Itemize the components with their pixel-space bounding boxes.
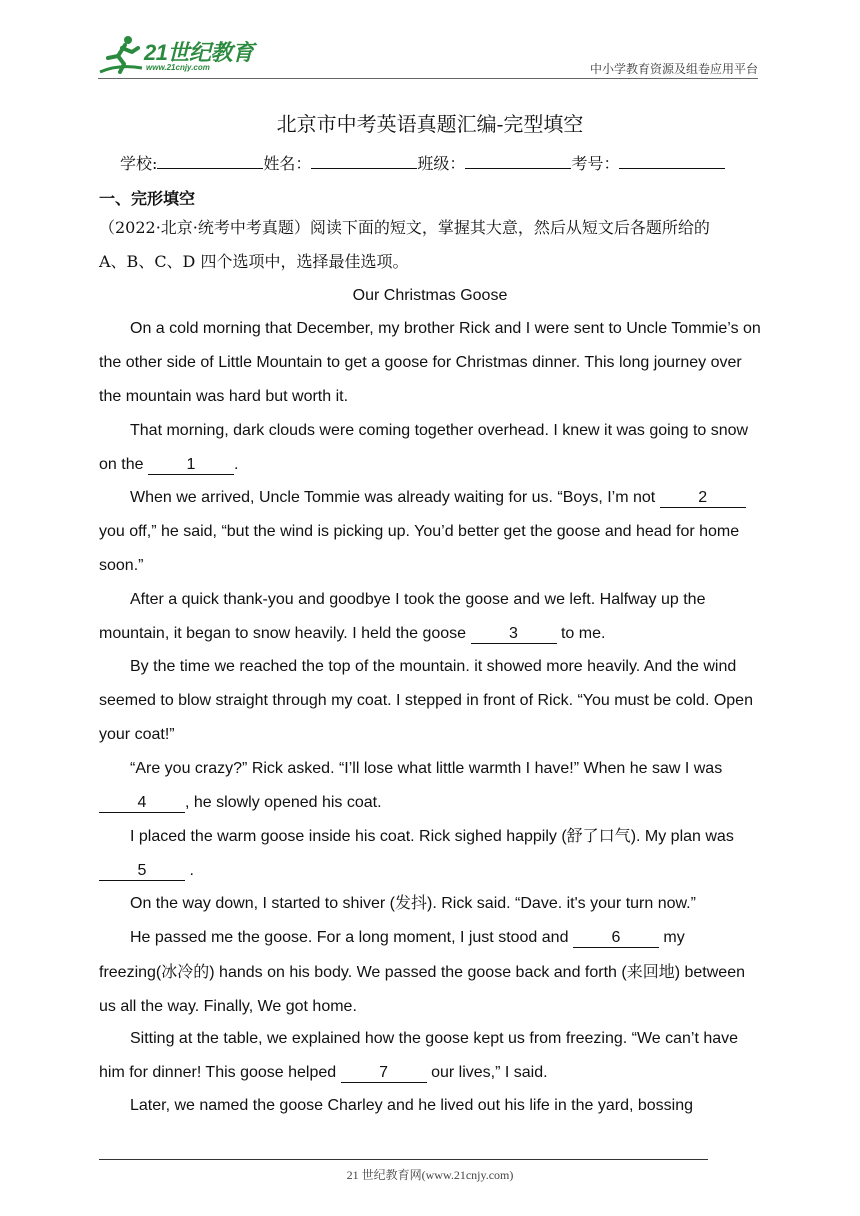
paragraph-7 [99,819,761,888]
paragraph-9-text: He passed me the goose. For a long moment, I just stood and [130,929,573,946]
instructions-line-2: A、B、C、D 四个选项中，选择最佳选项。 [99,252,409,271]
paragraph-6 [99,752,761,820]
blank-4: 4 [99,794,185,813]
class-label: 班级： [417,154,466,173]
paragraph-6-text: “Are you crazy?” Rick asked. “I’ll lose what little warmth I have!” When he saw I was [130,760,723,777]
paragraph-3-text: When we arrived, Uncle Tommie was already waiting for us. “Boys, I’m not [130,489,660,506]
runner-logo-icon [98,34,144,76]
story-title: Our Christmas Goose [352,287,508,304]
header-divider [98,78,758,79]
blank-3: 3 [471,625,557,644]
platform-name: 中小学教育资源及组卷应用平台 [589,62,758,76]
instructions-line-1: （2022·北京·统考中考真题）阅读下面的短文，掌握其大意，然后从短文后各题所给的 [99,218,710,237]
exam-no-label: 考号： [571,154,620,173]
paragraph-2-end: . [233,456,239,473]
paragraph-1: On a cold morning that December, my brother Rick and I were sent to Uncle Tommie’s on the other side of Little Mountain to get a goose for Christmas dinner. This long journey over the mountain was hard but worth it. [99,320,761,405]
name-label: 姓名： [263,154,312,173]
paragraph-2 [99,414,761,482]
class-blank [465,154,571,169]
paragraph-10-end: our lives,” I said. [426,1064,548,1081]
paragraph-9-text-b: my freezing( [99,929,685,981]
footer-divider [99,1159,708,1160]
school-label: 学校: [120,154,158,173]
paragraph-3-end: you off,” he said, “but the wind is picking up. You’d better get the goose and head for home soon.” [99,523,740,574]
paragraph-5: By the time we reached the top of the mountain. it showed more heavily. And the wind seemed to blow straight through my coat. I stepped in front of Rick. “You must be cold. Open your coat!” [99,658,753,743]
paragraph-2-text: That morning, dark clouds were coming together overhead. I knew it was going to snow on the [99,422,749,473]
page-footer: 21 世纪教育网(www.21cnjy.com) [346,1168,514,1182]
paragraph-4-end: to me. [556,625,606,642]
paragraph-11: Later, we named the goose Charley and he lived out his life in the yard, bossing [130,1097,694,1114]
paragraph-6-end: , he slowly opened his coat. [185,794,382,811]
paragraph-9-gloss-1: 冰冷的 [161,962,210,981]
paragraph-7-text: I placed the warm goose inside his coat. Rick sighed happily ( [130,828,567,845]
instructions [99,211,761,279]
paragraph-8-end: ). Rick said. “Dave. it's your turn now.” [427,895,696,912]
paragraph-9-end: ) between us all the way. Finally, We got home. [99,964,745,1015]
paragraph-7-text-b: ). My plan was [630,828,734,845]
logo [98,32,268,78]
paragraph-3 [99,481,761,583]
logo-url: www.21cnjy.com [146,63,210,72]
paragraph-7-gloss: 舒了口气 [566,826,631,845]
paragraph-8-gloss: 发抖 [395,893,428,912]
paragraph-4-text: After a quick thank-you and goodbye I took the goose and we left. Halfway up the mountain, it began to snow heavily. I held the goose [99,591,706,642]
paragraph-7-end: . [185,862,194,879]
page-title: 北京市中考英语真题汇编-完型填空 [276,112,584,136]
paragraph-9 [99,921,761,1024]
section-heading: 一、完形填空 [99,189,196,208]
student-info-line [120,151,725,174]
blank-7: 7 [341,1064,427,1083]
name-blank [311,154,417,169]
paragraph-9-gloss-2: 来回地 [626,962,675,981]
blank-1: 1 [148,456,234,475]
page-header [98,32,758,78]
logo-text: 21世纪教育 [144,40,254,65]
paragraph-10 [99,1022,761,1090]
blank-6: 6 [573,929,659,948]
paragraph-8 [99,886,761,921]
paragraph-9-text-c: ) hands on his body. We passed the goose back and forth ( [209,964,627,981]
paragraph-8-text: On the way down, I started to shiver ( [130,895,396,912]
blank-2: 2 [660,489,746,508]
paragraph-10-text: Sitting at the table, we explained how the goose kept us from freezing. “We can’t have him for dinner! This goose helped [99,1030,739,1081]
paragraph-4 [99,583,761,651]
exam-no-blank [619,154,725,169]
blank-5: 5 [99,862,185,881]
school-blank [157,154,263,169]
